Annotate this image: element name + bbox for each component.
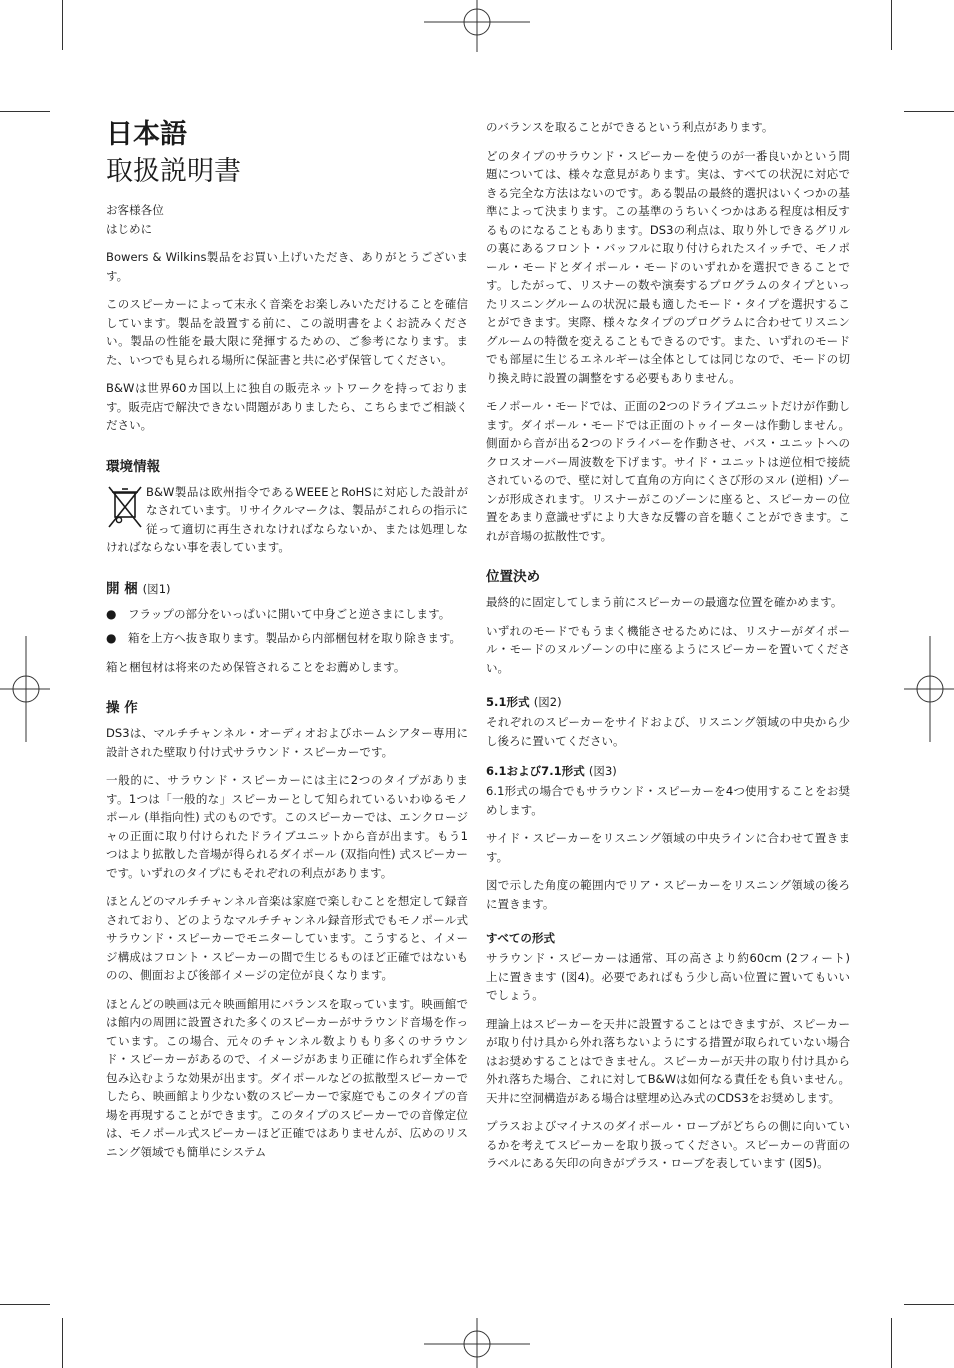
unpacking-figure-ref: (図1) bbox=[142, 581, 171, 596]
positioning-paragraph-2: いずれのモードでもうまく機能させるためには、リスナーがダイポール・モードのヌルゾーンの中に座るようにスピーカーを置いてください。 bbox=[486, 623, 850, 675]
environment-heading: 環境情報 bbox=[106, 458, 161, 475]
registration-crosshair-icon bbox=[424, 1318, 530, 1368]
list-item-text: フラップの部分をいっぱいに開いて中身ごと逆さまにします。 bbox=[128, 606, 451, 621]
left-column bbox=[106, 201, 468, 1171]
crop-mark-top-left bbox=[62, 0, 63, 50]
format-51-paragraph: それぞれのスピーカーをサイドおよび、リスニング領域の中央から少し後ろに置いてください。 bbox=[486, 715, 850, 748]
bullet-icon: ● bbox=[106, 631, 117, 645]
crop-mark-bottom-left bbox=[62, 1318, 63, 1368]
list-item-text: 箱を上方へ抜き取ります。製品から内部梱包材を取り除きます。 bbox=[128, 631, 462, 645]
operation-paragraph-2: 一般的に、サラウンド・スピーカーには主に2つのタイプがあります。1つは「一般的な」スピーカーとして知られているいわゆるモノポール (単指向性) 式のものです。このスピーカーでは、エンクロージャの正面に取り付けられたドライブユニットから音が出ます。もう1つはより拡散した音場が得られるダイポール (双指向性) 式スピーカーです。いずれのタイプにもそれぞれの利点があります。 bbox=[106, 773, 468, 880]
all-formats-heading: すべての形式 bbox=[486, 931, 556, 945]
environment-text: B&W製品は欧州指令であるWEEEとRoHSに対応した設計がなされています。リサイクルマークは、製品がこれらの指示に従って適切に再生されなければならないか、または処理しなければならない事を表しています。 bbox=[106, 484, 468, 554]
thanks-paragraph: Bowers & Wilkins製品をお買い上げいただき、ありがとうございます。 bbox=[106, 250, 468, 283]
unpacking-note: 箱と梱包材は将来のため保管されることをお薦めします。 bbox=[106, 659, 406, 674]
format-61-71-label: 6.1および7.1形式 bbox=[486, 764, 585, 778]
unpacking-heading bbox=[106, 579, 468, 599]
format-61-paragraph-2: サイド・スピーカーをリスニング領域の中央ラインに合わせて置きます。 bbox=[486, 831, 850, 864]
positioning-paragraph-1: 最終的に固定してしまう前にスピーカーの最適な位置を確かめます。 bbox=[486, 595, 843, 609]
registration-crosshair-icon bbox=[904, 636, 954, 742]
page-language-title: 日本語 bbox=[106, 119, 187, 150]
surround-type-paragraph: どのタイプのサラウンド・スピーカーを使うのが一番良いかという問題については、様々な意見があります。実は、すべての状況に対応できる完全な方法はないのです。ある製品の最終的選択はいくつかの基準によって決まります。この基準のうちいくつかはある程度は相反するものになることもあります。DS3の利点は、取り外しできるグリルの裏にあるフロント・バッフルに取り付けられたスイッチで、モノポール・モードとダイポール・モードのいずれかを選択できることです。したがって、リスナーの数や演奏するプログラムのタイプといったリスニングルームの状況に最も適したモード・タイプを選択することができます。実際、様々なタイプのプログラムに合わせてリスニングルームの特徴を変えることもできるのです。また、いずれのモードでも部屋に生じるエネルギーは全体としては同じなので、モードの切り換え時に設置の調整をする必要もありません。 bbox=[486, 148, 850, 385]
page-title: 取扱説明書 bbox=[106, 156, 241, 187]
all-formats-paragraph-2: 理論上はスピーカーを天井に設置することはできますが、スピーカーが取り付け具から外れ落ちないようにする措置が取られていない場合はお奨めすることはできません。スピーカーが天井の取り付け具から外れ落ちた場合、これに対してB&Wは如何なる責任をも負いません。天井に空洞構造がある場合は壁埋め込み式のCDS3をお奨めします。 bbox=[486, 1016, 850, 1105]
format-61-71-heading bbox=[486, 762, 850, 780]
positioning-heading: 位置決め bbox=[486, 569, 541, 585]
crop-mark-bottom-right bbox=[891, 1318, 892, 1368]
list-item bbox=[106, 605, 468, 624]
format-51-label: 5.1形式 bbox=[486, 695, 530, 709]
introduction-label: はじめに bbox=[106, 221, 153, 236]
enjoy-paragraph: このスピーカーによって末永く音楽をお楽しみいただけることを確信しています。製品を設置する前に、この説明書をよくお読みください。製品の性能を最大限に発揮するための、ご参考になります。また、いつでも見られる場所に保証書と共に必ず保管してください。 bbox=[106, 297, 468, 367]
unpacking-steps bbox=[106, 605, 468, 648]
crop-mark-left-top bbox=[0, 111, 50, 112]
list-item bbox=[106, 629, 468, 648]
right-column bbox=[486, 118, 850, 1183]
format-51-figure-ref: (図2) bbox=[533, 695, 562, 709]
operation-paragraph-4: ほとんどの映画は元々映画館用にバランスを取っています。映画館では館内の周囲に設置された多くのスピーカーがサラウンド音場を作っています。この場合、元々のチャンネル数よりもり多くのサラウンド・スピーカーがあるので、イメージがあまり正確に作られず全体を包み込むような効果が出ます。ダイポールなどの拡散型スピーカーでしたら、映画館より少ない数のスピーカーで家庭でもこのタイプの音場を再現することができます。このタイプのスピーカーでの音像定位は、モノポール式スピーカーほど正確ではありませんが、広めのリスニング領域でも簡単にシステム bbox=[106, 996, 468, 1159]
salutation: お客様各位 bbox=[106, 203, 164, 217]
format-51-heading bbox=[486, 693, 850, 711]
crop-mark-left-bottom bbox=[0, 1304, 50, 1305]
registration-crosshair-icon bbox=[0, 636, 50, 742]
registration-crosshair-icon bbox=[424, 0, 530, 52]
format-61-paragraph-3: 図で示した角度の範囲内でリア・スピーカーをリスニング領域の後ろに置きます。 bbox=[486, 878, 850, 911]
crop-mark-top-right bbox=[891, 0, 892, 50]
bullet-icon: ● bbox=[106, 606, 117, 621]
format-61-paragraph-1: 6.1形式の場合でもサラウンド・スピーカーを4つ使用することをお奨めします。 bbox=[486, 784, 850, 817]
network-paragraph: B&Wは世界60カ国以上に独自の販売ネットワークを持っております。販売店で解決できない問題がありましたら、こちらまでご相談ください。 bbox=[106, 381, 468, 432]
format-61-71-figure-ref: (図3) bbox=[588, 764, 617, 778]
environment-block bbox=[106, 483, 468, 557]
crossed-out-wheelie-bin-icon bbox=[106, 483, 144, 529]
continued-paragraph: のバランスを取ることができるという利点があります。 bbox=[486, 120, 774, 134]
operation-heading: 操 作 bbox=[106, 700, 138, 716]
all-formats-paragraph-3: プラスおよびマイナスのダイポール・ローブがどちらの側に向いているかを考えてスピーカーを取り扱ってください。スピーカーの背面のラベルにある矢印の向きがプラス・ローブを表しています (図5)。 bbox=[486, 1119, 850, 1170]
right-column-clip bbox=[486, 118, 850, 1248]
operation-paragraph-3: ほとんどのマルチチャンネル音楽は家庭で楽しむことを想定して録音されており、どのようなマルチチャンネル録音形式でもモノポール式サラウンド・スピーカーでモニターしています。こうすると、イメージ構成はフロント・スピーカーの間で生じるものほど正確ではないものの、側面および後部イメージの定位が良くなります。 bbox=[106, 894, 468, 982]
all-formats-paragraph-1: サラウンド・スピーカーは通常、耳の高さより約60cm (2フィート) 上に置きます (図4)。必要であればもう少し高い位置に置いてもいいでしょう。 bbox=[486, 951, 850, 1002]
operation-paragraph-1: DS3は、マルチチャンネル・オーディオおよびホームシアター専用に設計された壁取り付け式サラウンド・スピーカーです。 bbox=[106, 726, 468, 759]
unpacking-heading-label: 開 梱 bbox=[106, 580, 138, 597]
crop-mark-right-top bbox=[904, 111, 954, 112]
monopole-mode-paragraph: モノポール・モードでは、正面の2つのドライブユニットだけが作動します。ダイポール・モードでは正面のトゥイーターは作動しません。側面から音が出る2つのドライバーを作動させ、バス・ユニットへのクロスオーバー周波数を下げます。サイド・ユニットは逆位相で接続されているので、壁に対して直角の方向にくさび形のヌル (逆相) ゾーンが形成されます。リスナーがこのゾーンに座ると、スピーカーの位置をあまり意識せずにより大きな反響の音を聴くことができます。これが音場の拡散性です。 bbox=[486, 399, 850, 543]
crop-mark-right-bottom bbox=[904, 1304, 954, 1305]
